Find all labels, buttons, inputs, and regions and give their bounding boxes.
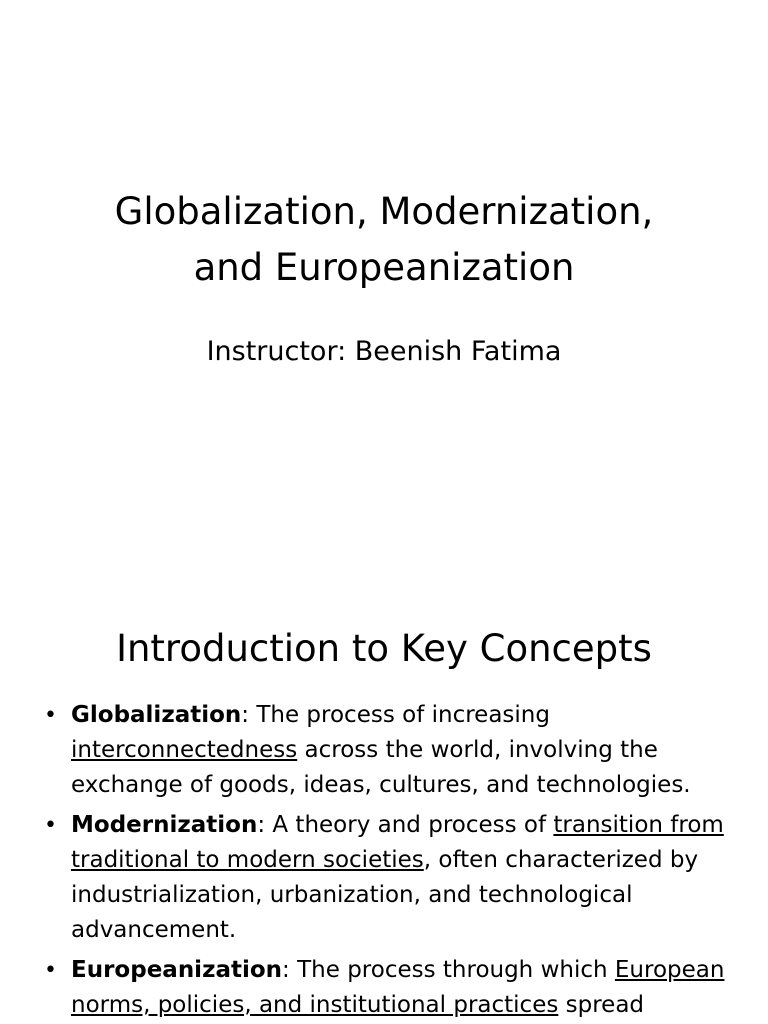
content-slide: [0, 576, 768, 1024]
bullet-underlined-text: transition from traditional to modern societies: [71, 812, 724, 873]
bullet-term: Europeanization: [71, 957, 283, 983]
bullet-europeanization: [0, 953, 768, 1023]
bullet-text-post: across the world, involving the exchange of goods, ideas, cultures, and technologies.: [71, 737, 691, 798]
bullet-term: Modernization: [71, 812, 258, 838]
bullet-text-pre: A theory and process of: [272, 812, 554, 838]
bullet-text-post: spread: [558, 992, 645, 1018]
bullet-globalization: [0, 698, 768, 803]
bullet-text-post: , often characterized by industrialization, urbanization, and technological advancement.: [71, 847, 699, 943]
bullet-marker: •: [44, 813, 57, 838]
bullet-term: Globalization: [71, 702, 242, 728]
bullet-underlined-text: European norms, policies, and institutional practices: [71, 957, 725, 1018]
bullet-marker: •: [44, 703, 57, 728]
bullet-marker: •: [44, 958, 57, 983]
bullet-text-pre: The process of increasing: [256, 702, 550, 728]
bullet-text-pre: The process through which: [297, 957, 615, 983]
bullet-separator: :: [282, 957, 298, 983]
slide-title: Introduction to Key Concepts: [116, 627, 652, 670]
title-line-1: Globalization, Modernization,: [114, 190, 654, 233]
bullet-modernization: [0, 808, 768, 948]
bullet-separator: :: [241, 702, 257, 728]
presentation-title: [40, 184, 728, 296]
instructor-subtitle: Instructor: Beenish Fatima: [206, 336, 562, 367]
bullet-separator: :: [257, 812, 273, 838]
bullet-underlined-text: interconnectedness: [71, 737, 298, 763]
title-line-2: and Europeanization: [193, 246, 575, 289]
bullet-list: [0, 698, 768, 1024]
